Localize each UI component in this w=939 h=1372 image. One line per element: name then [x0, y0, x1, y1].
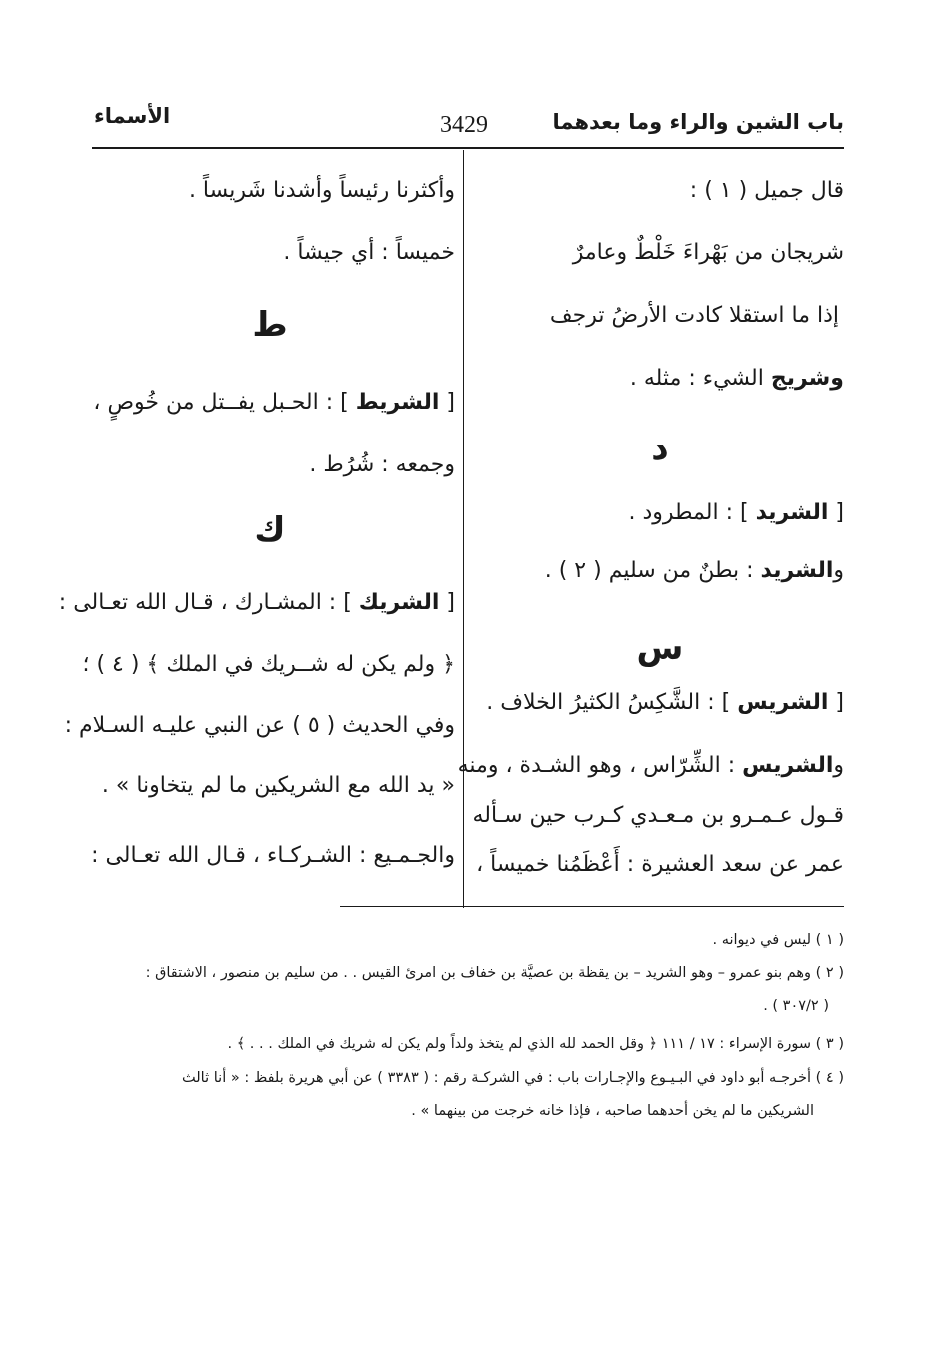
column-divider — [463, 150, 464, 908]
right-line-1: قال جميل ( ١ ) : — [689, 178, 844, 203]
right-line-10: عمر عن سعد العشيرة : أَعْظَمُنا خميساً ، — [476, 852, 844, 877]
left-line-9: والجـمـيع : الشـركـاء ، قـال الله تعـالى : — [91, 843, 455, 868]
right-line-8: والشريس : الشِّرّاس ، وهو الشـدة ، ومنه — [457, 753, 844, 778]
footnote-4-cont: الشريكين ما لم يخن أحدهما صاحبه ، فإذا خانه خرجت من بينهما » . — [411, 1103, 814, 1119]
footnote-2-cont: ( ٣٠٧/٢ ) . — [763, 998, 829, 1014]
headword: الشريك — [358, 590, 440, 615]
left-line-8: « يد الله مع الشريكين ما لم يتخاونا » . — [101, 773, 455, 798]
headword: وشريج — [770, 366, 844, 391]
footnote-rule — [340, 906, 844, 907]
letter-heading-ta: ط — [252, 305, 288, 345]
headword: الشريس — [737, 690, 829, 715]
right-line-3: إذا ما استقلا كادت الأرضُ ترجف — [549, 303, 839, 328]
left-line-1: وأكثرنا رئيساً وأشدنا شَريساً . — [188, 178, 455, 203]
left-line-3: [ الشريط ] : الحـبل يفــتل من خُوصٍ ، — [93, 390, 455, 415]
left-line-2: خميساً : أي جيشاً . — [283, 240, 455, 265]
headword: الشريد — [760, 558, 834, 583]
left-line-7: وفي الحديث ( ٥ ) عن النبي عليـه السـلام : — [64, 713, 455, 738]
right-line-9: قـول عـمـرو بن مـعـدي كـرب حين سـأله — [472, 803, 844, 828]
left-line-6: ﴿ ولم يكن له شــريك في الملك ﴾ ( ٤ ) ؛ — [82, 652, 455, 677]
headword: الشريس — [742, 753, 834, 778]
page-number: 3429 — [440, 112, 488, 138]
chapter-title: باب الشين والراء وما بعدهما — [552, 110, 844, 134]
footnote-2: ( ٢ ) وهم بنو عمرو – وهو الشريد – بن يقظة بن عصيَّة بن خفاف بن امرئ القيس . . من سليم بن منصور ، الاشتقاق : — [145, 965, 844, 981]
headword: الشريد — [755, 500, 829, 525]
letter-heading-kaf: ك — [254, 510, 286, 550]
right-line-2: شريجان من بَهْراءَ خَلْطٌ وعامرٌ — [572, 240, 844, 265]
left-line-5: [ الشريك ] : المشـارك ، قـال الله تعـالى : — [58, 590, 455, 615]
header-rule — [92, 147, 844, 149]
right-line-7: [ الشريس ] : الشَّكِسُ الكثيرُ الخلاف . — [486, 690, 844, 715]
headword: الشريط — [355, 390, 440, 415]
letter-heading-dal: د — [651, 428, 669, 468]
footnote-4: ( ٤ ) أخرجـه أبو داود في البـيـوع والإجـارات باب : في الشركـة رقم : ( ٣٣٨٣ ) عن أبي هريرة بلفظ : « أنا ثالث — [182, 1070, 844, 1086]
right-line-5: [ الشريد ] : المطرود . — [628, 500, 844, 525]
footnote-3: ( ٣ ) سورة الإسراء : ١٧ / ١١١ ﴿ وقل الحمد لله الذي لم يتخذ ولداً ولم يكن له شريك في الملك . . . ﴾ . — [227, 1036, 844, 1052]
right-line-4: وشريج الشيء : مثله . — [629, 366, 844, 391]
right-line-6: والشريد : بطنٌ من سليم ( ٢ ) . — [544, 558, 844, 583]
footnote-1: ( ١ ) ليس في ديوانه . — [712, 932, 844, 948]
section-title: الأسماء — [94, 104, 171, 128]
letter-heading-sin: س — [636, 628, 684, 668]
left-line-4: وجمعه : شُرُط . — [309, 452, 455, 477]
